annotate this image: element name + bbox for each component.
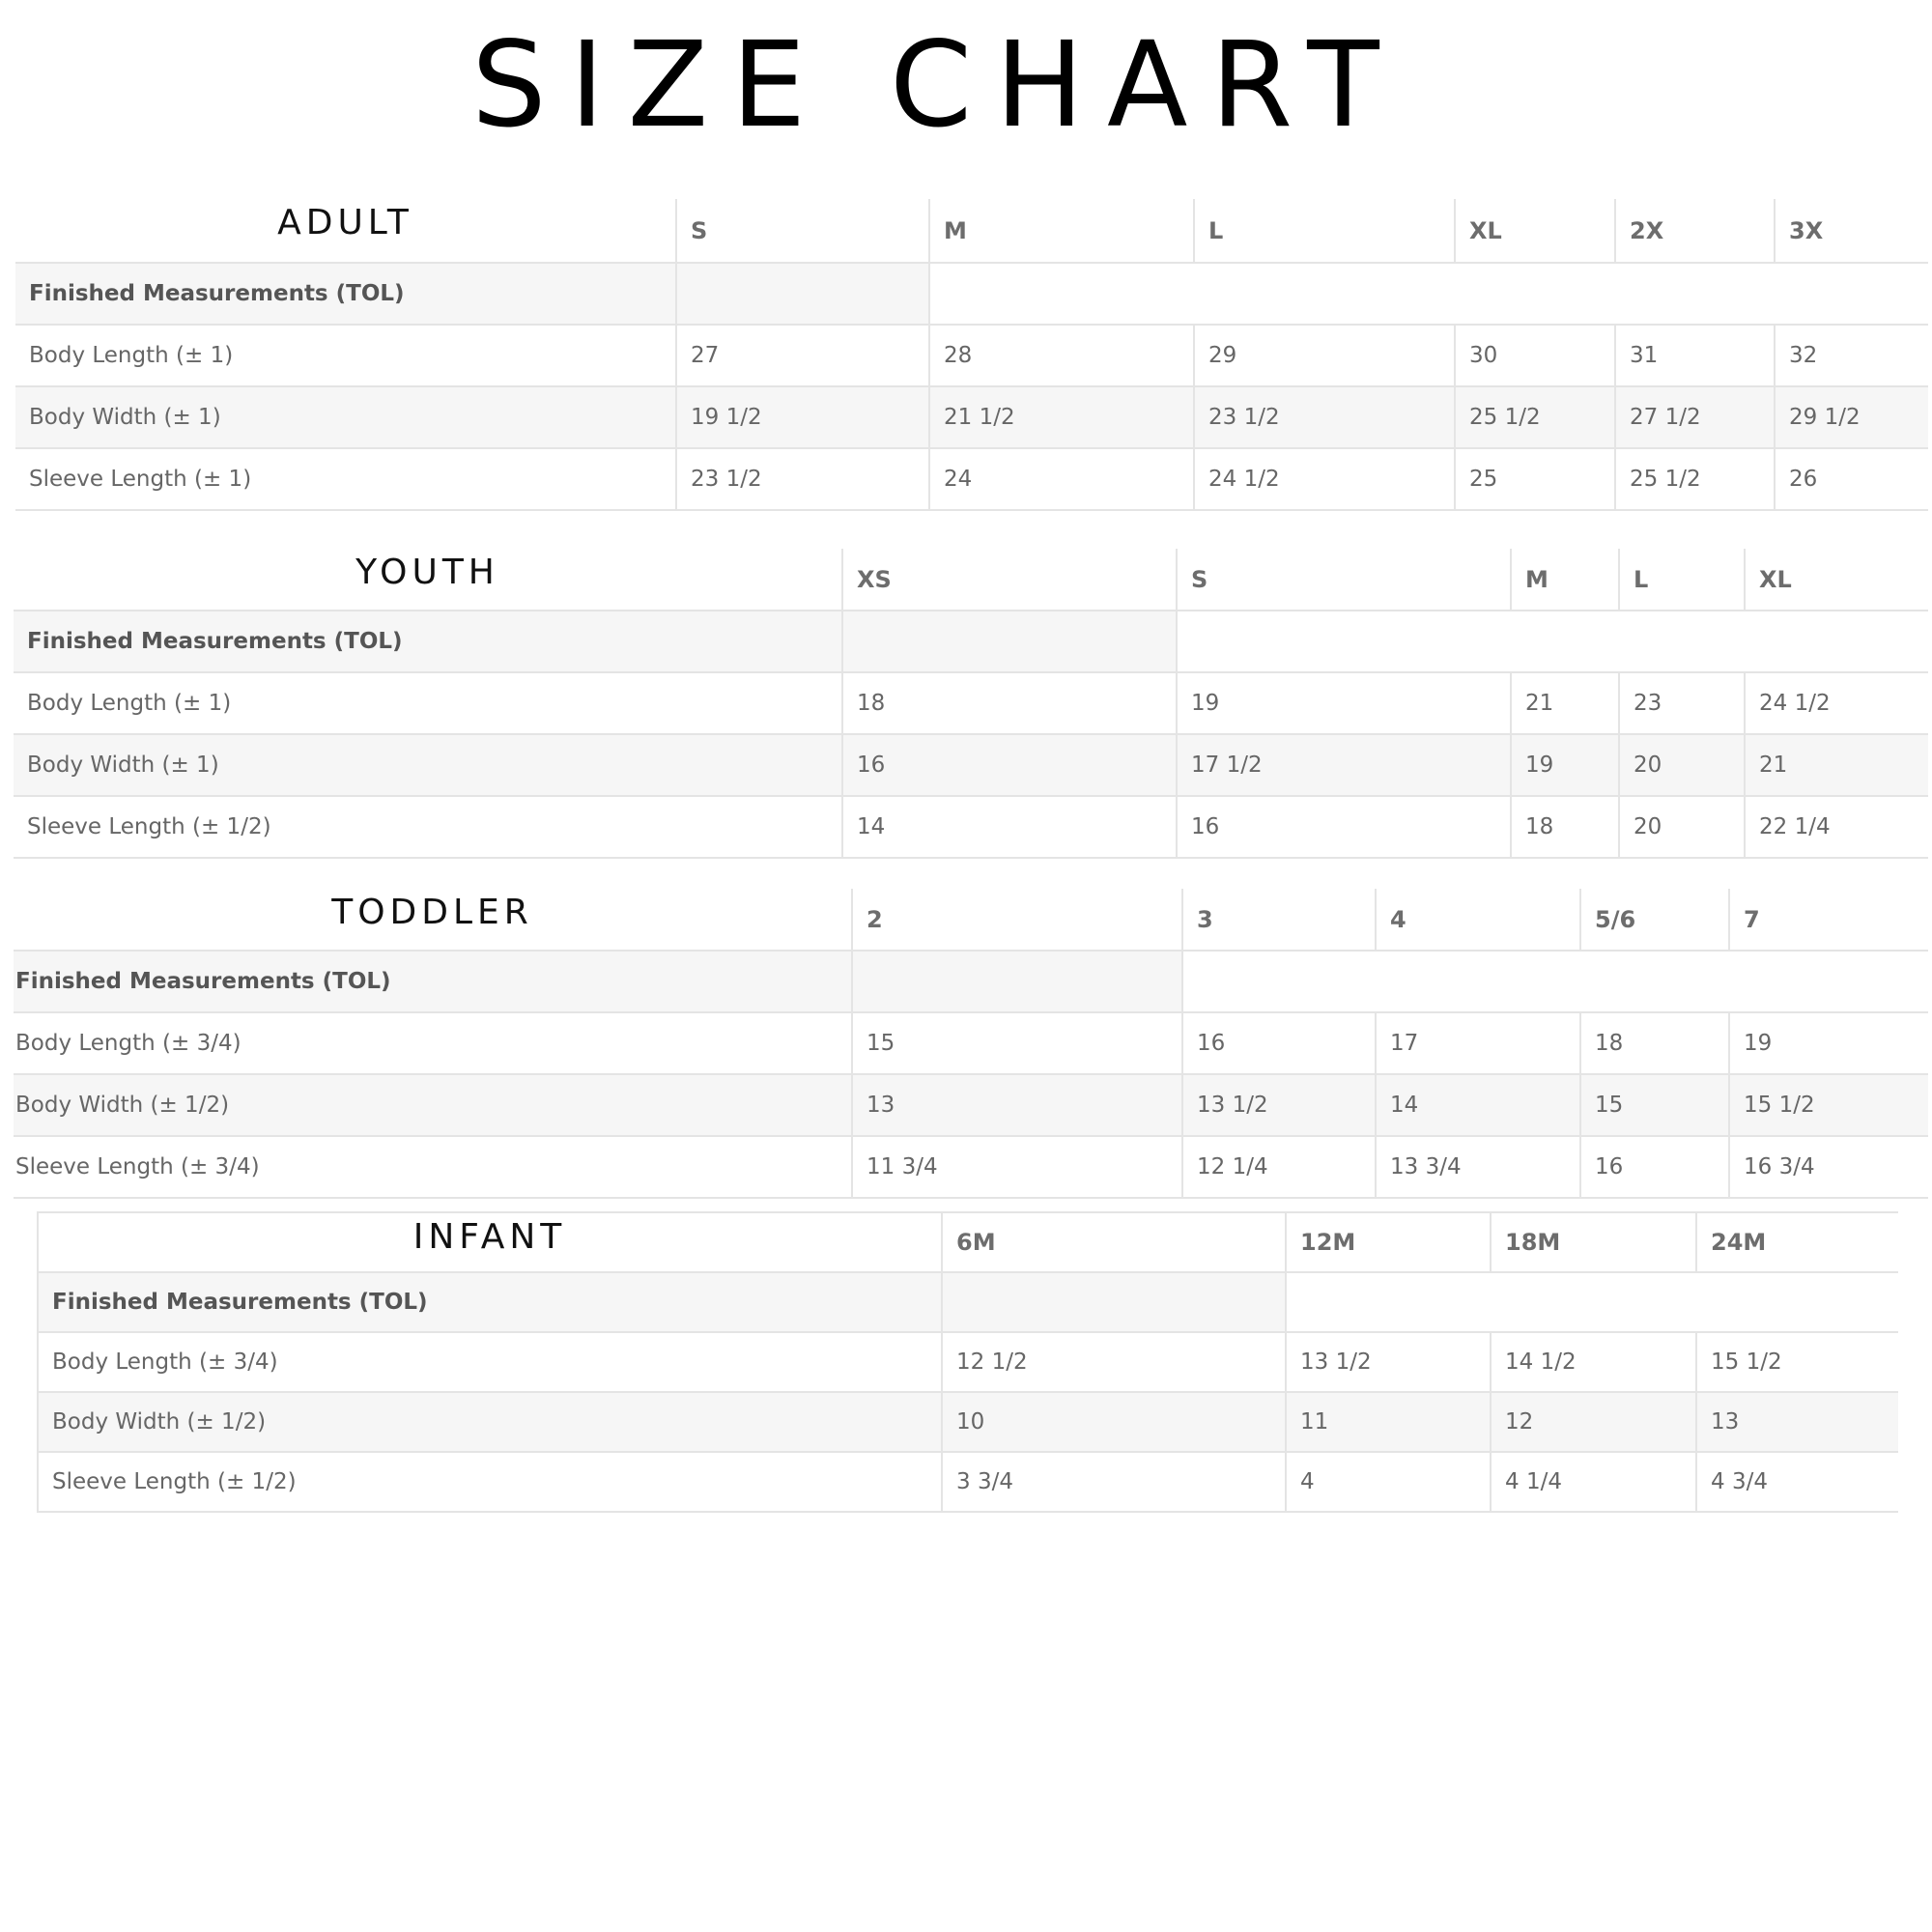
table-cell: 13 [1696, 1392, 1898, 1452]
table-cell: 22 1/4 [1745, 796, 1928, 858]
table-cell: 21 [1511, 672, 1619, 734]
size-header: 4 [1376, 889, 1580, 951]
row-label: Body Width (± 1/2) [38, 1392, 942, 1452]
table-cell: 17 1/2 [1177, 734, 1511, 796]
row-label: Sleeve Length (± 1/2) [38, 1452, 942, 1512]
infant-group-row [38, 1272, 1898, 1332]
table-cell: 11 [1286, 1392, 1491, 1452]
group-spacer [842, 611, 1177, 672]
youth-group-row [14, 611, 1928, 672]
table-cell: 19 [1729, 1012, 1928, 1074]
row-label: Body Width (± 1) [14, 734, 842, 796]
row-label: Body Length (± 1) [15, 325, 676, 386]
size-header: 12M [1286, 1212, 1491, 1272]
size-header: M [929, 199, 1194, 263]
row-label: Sleeve Length (± 3/4) [14, 1136, 852, 1198]
table-cell: 12 1/4 [1182, 1136, 1376, 1198]
table-cell: 23 [1619, 672, 1745, 734]
size-header: XL [1455, 199, 1615, 263]
row-label: Sleeve Length (± 1) [15, 448, 676, 510]
row-label: Body Width (± 1) [15, 386, 676, 448]
table-cell: 18 [842, 672, 1177, 734]
size-header: L [1619, 549, 1745, 611]
table-cell: 18 [1511, 796, 1619, 858]
table-cell: 4 1/4 [1491, 1452, 1696, 1512]
group-spacer [1177, 611, 1928, 672]
size-header: S [1177, 549, 1511, 611]
table-cell: 25 1/2 [1455, 386, 1615, 448]
table-cell: 10 [942, 1392, 1286, 1452]
table-row [14, 1012, 1928, 1074]
table-cell: 14 [842, 796, 1177, 858]
table-row [15, 325, 1928, 386]
size-header: M [1511, 549, 1619, 611]
group-spacer [929, 263, 1928, 325]
group-spacer [676, 263, 929, 325]
table-cell: 21 1/2 [929, 386, 1194, 448]
size-header: S [676, 199, 929, 263]
table-cell: 23 1/2 [676, 448, 929, 510]
table-cell: 12 [1491, 1392, 1696, 1452]
table-cell: 12 1/2 [942, 1332, 1286, 1392]
table-cell: 32 [1775, 325, 1928, 386]
size-header: L [1194, 199, 1455, 263]
adult-section-label: ADULT [15, 199, 676, 263]
toddler-header-row [14, 889, 1928, 951]
table-cell: 28 [929, 325, 1194, 386]
toddler-size-table [14, 889, 1928, 1199]
table-row [14, 734, 1928, 796]
table-cell: 17 [1376, 1012, 1580, 1074]
size-header: 6M [942, 1212, 1286, 1272]
table-cell: 31 [1615, 325, 1775, 386]
size-header: 3X [1775, 199, 1928, 263]
table-cell: 15 1/2 [1696, 1332, 1898, 1392]
infant-section-label: INFANT [38, 1212, 942, 1272]
table-cell: 25 1/2 [1615, 448, 1775, 510]
row-label: Sleeve Length (± 1/2) [14, 796, 842, 858]
size-header: XS [842, 549, 1177, 611]
table-cell: 24 1/2 [1194, 448, 1455, 510]
table-cell: 16 [1177, 796, 1511, 858]
table-cell: 29 [1194, 325, 1455, 386]
table-cell: 18 [1580, 1012, 1729, 1074]
table-cell: 15 [1580, 1074, 1729, 1136]
infant-header-row [38, 1212, 1898, 1272]
row-label: Body Length (± 3/4) [14, 1012, 852, 1074]
table-cell: 30 [1455, 325, 1615, 386]
page-title: SIZE CHART [471, 16, 1403, 154]
table-cell: 13 1/2 [1286, 1332, 1491, 1392]
table-cell: 26 [1775, 448, 1928, 510]
table-cell: 16 3/4 [1729, 1136, 1928, 1198]
table-row [14, 1074, 1928, 1136]
size-header: 7 [1729, 889, 1928, 951]
table-row [38, 1452, 1898, 1512]
group-label: Finished Measurements (TOL) [15, 263, 676, 325]
table-cell: 13 [852, 1074, 1182, 1136]
table-cell: 4 3/4 [1696, 1452, 1898, 1512]
table-cell: 20 [1619, 734, 1745, 796]
adult-header-row [15, 199, 1928, 263]
table-cell: 21 [1745, 734, 1928, 796]
adult-group-row [15, 263, 1928, 325]
group-label: Finished Measurements (TOL) [38, 1272, 942, 1332]
size-header: 2 [852, 889, 1182, 951]
adult-size-table [15, 199, 1928, 511]
size-header: 5/6 [1580, 889, 1729, 951]
group-spacer [942, 1272, 1286, 1332]
table-cell: 13 1/2 [1182, 1074, 1376, 1136]
table-cell: 15 1/2 [1729, 1074, 1928, 1136]
table-row [15, 448, 1928, 510]
table-row [38, 1332, 1898, 1392]
table-row [38, 1392, 1898, 1452]
group-label: Finished Measurements (TOL) [14, 611, 842, 672]
table-row [15, 386, 1928, 448]
row-label: Body Width (± 1/2) [14, 1074, 852, 1136]
group-spacer [1182, 951, 1928, 1012]
size-header: 3 [1182, 889, 1376, 951]
table-cell: 24 [929, 448, 1194, 510]
table-cell: 19 [1511, 734, 1619, 796]
table-cell: 24 1/2 [1745, 672, 1928, 734]
table-cell: 11 3/4 [852, 1136, 1182, 1198]
group-spacer [1286, 1272, 1898, 1332]
table-cell: 15 [852, 1012, 1182, 1074]
toddler-group-row [14, 951, 1928, 1012]
table-cell: 16 [1182, 1012, 1376, 1074]
table-cell: 19 1/2 [676, 386, 929, 448]
size-header: 18M [1491, 1212, 1696, 1272]
table-row [14, 796, 1928, 858]
infant-size-table [37, 1211, 1898, 1513]
table-row [14, 1136, 1928, 1198]
table-row [14, 672, 1928, 734]
table-cell: 19 [1177, 672, 1511, 734]
table-cell: 13 3/4 [1376, 1136, 1580, 1198]
table-cell: 16 [842, 734, 1177, 796]
size-header: 24M [1696, 1212, 1898, 1272]
youth-size-table [14, 549, 1928, 859]
table-cell: 14 1/2 [1491, 1332, 1696, 1392]
table-cell: 14 [1376, 1074, 1580, 1136]
size-header: 2X [1615, 199, 1775, 263]
table-cell: 20 [1619, 796, 1745, 858]
youth-section-label: YOUTH [14, 549, 842, 611]
table-cell: 27 1/2 [1615, 386, 1775, 448]
toddler-section-label: TODDLER [14, 889, 852, 951]
table-cell: 29 1/2 [1775, 386, 1928, 448]
row-label: Body Length (± 3/4) [38, 1332, 942, 1392]
table-cell: 3 3/4 [942, 1452, 1286, 1512]
table-cell: 4 [1286, 1452, 1491, 1512]
youth-header-row [14, 549, 1928, 611]
table-cell: 16 [1580, 1136, 1729, 1198]
group-label: Finished Measurements (TOL) [14, 951, 852, 1012]
table-cell: 25 [1455, 448, 1615, 510]
table-cell: 23 1/2 [1194, 386, 1455, 448]
row-label: Body Length (± 1) [14, 672, 842, 734]
size-header: XL [1745, 549, 1928, 611]
table-cell: 27 [676, 325, 929, 386]
group-spacer [852, 951, 1182, 1012]
